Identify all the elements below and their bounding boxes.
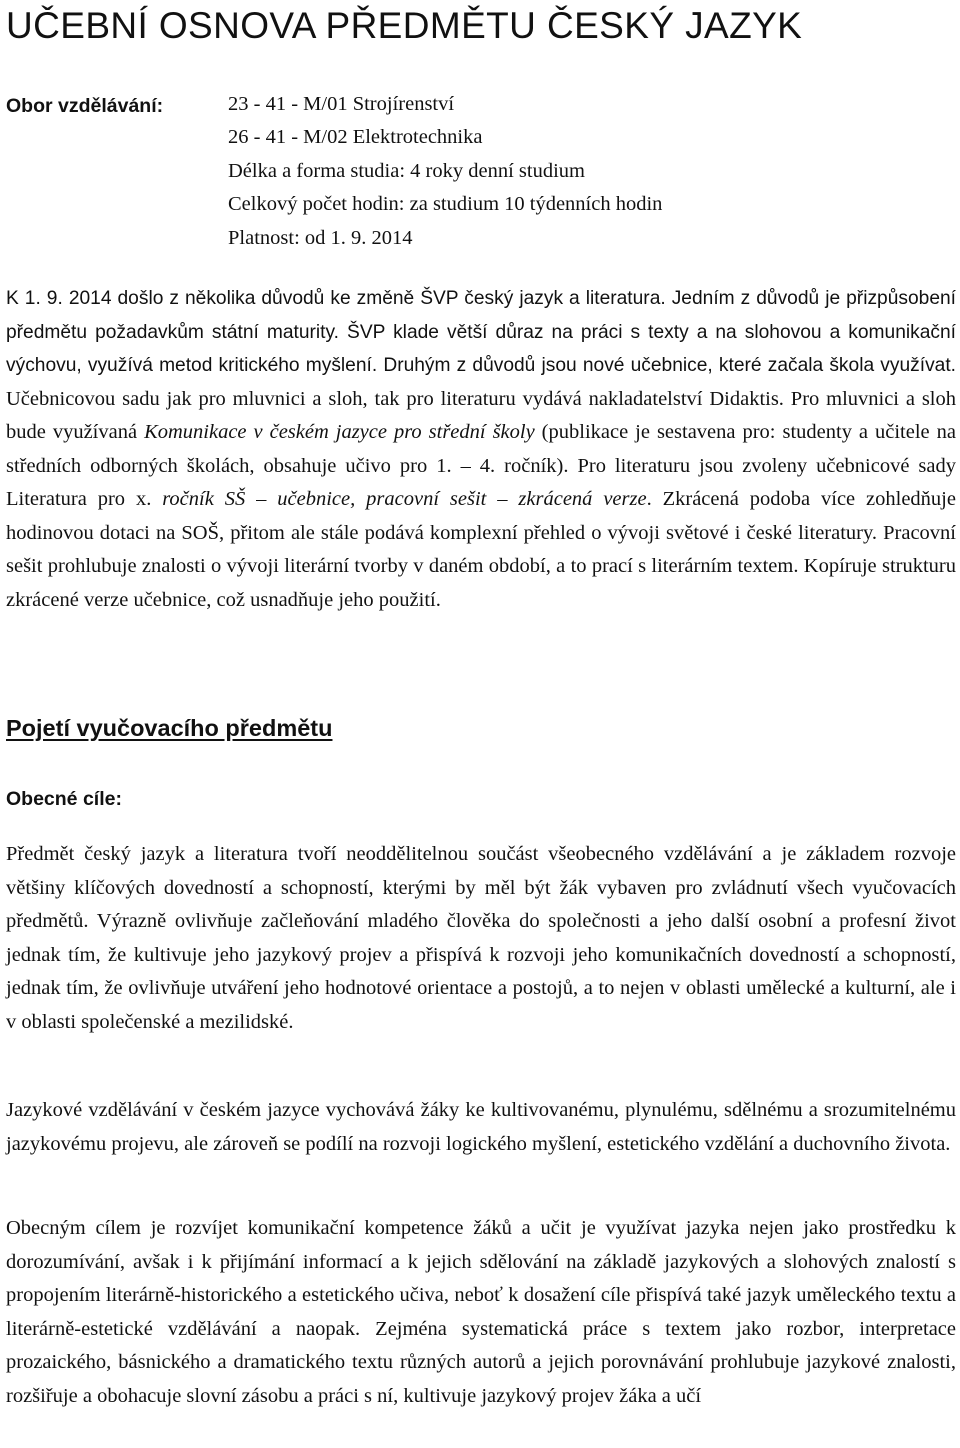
- intro-text: K 1. 9. 2014 došlo z několika důvodů ke změně ŠVP český jazyk a literatura. Jedním z důvodů je přizpůsobení předmětu požadavkům státní maturity. ŠVP klade větší důraz na práci s texty a na slohovou a komunikační výchovu, využívá metod kritického myšlení. Druhým z důvodů jsou nové učebnice, které začala škola využívat.: [6, 288, 956, 376]
- intro-paragraph: [6, 282, 956, 617]
- body-paragraph: Obecným cílem je rozvíjet komunikační kompetence žáků a učit je využívat jazyka nejen jako prostředku k dorozumívání, avšak i k přijímání informací a k jejich sdělování na základě jazykových a slohových znalostí s propojením literárně-historického a estetického učiva, neboť k dosažení cíle přispívá také jazyk uměleckého textu a literárně-estetické vzdělávání a naopak. Zejména systematická práce s textem jako rozbor, interpretace prozaického, básnického a dramatického textu různých autorů a jejich porovnávání prohlubuje jazykové znalosti, rozšiřuje a obohacuje slovní zásobu a práci s ní, kultivuje jazykový projev žáka a učí: [6, 1217, 956, 1407]
- body-paragraph: Předmět český jazyk a literatura tvoří neoddělitelnou součást všeobecného vzdělávání a je základem rozvoje většiny klíčových dovedností a schopností, kterými by měl být žák vybaven pro zvládnutí všech vyučovacích předmětů. Výrazně ovlivňuje začleňování mladého člověka do společnosti a jeho další osobní a profesní život jednak tím, že kultivuje jeho jazykový projev a přispívá k rozvoji jeho komunikačních dovedností a schopností, jednak tím, že ovlivňuje utváření jeho hodnotové orientace a postojů, a to nejen v oblasti umělecké a kulturní, ale i v oblasti společenské a mezilidské.: [6, 843, 956, 1033]
- intro-text: Učebnicovou sadu jak pro mluvnici a sloh, tak pro literaturu vydává nakladatelství Didaktis. Pro mluvnici a sloh bude využívaná: [6, 387, 956, 443]
- field-value-line: 26 - 41 - M/02 Elektrotechnika: [228, 126, 483, 148]
- section-heading: Pojetí vyučovacího předmětu: [6, 715, 333, 741]
- body-paragraph: Jazykové vzdělávání v českém jazyce vychovává žáky ke kultivovanému, plynulému, sdělnému a srozumitelnému jazykovému projevu, ale zároveň se podílí na rozvoji logického myšlení, estetického vzdělání a duchovního života.: [6, 1099, 956, 1155]
- textbook-title: Komunikace v českém jazyce pro střední školy: [144, 421, 535, 443]
- field-value-line: Celkový počet hodin: za studium 10 týdenních hodin: [228, 193, 663, 215]
- field-value-line: Platnost: od 1. 9. 2014: [228, 226, 413, 249]
- document-title: UČEBNÍ OSNOVA PŘEDMĚTU ČESKÝ JAZYK: [6, 5, 803, 46]
- intro-text: (publikace je sestavena pro: studenty a učitele na středních odborných školách, obsahuje učivo pro 1. – 4. ročník). Pro literaturu jsou zvoleny učebnicové sady Literatura pro x.: [6, 421, 956, 510]
- intro-text: . Zkrácená podoba více zohledňuje hodinovou dotaci na SOŠ, přitom ale stále podává komplexní přehled o vývoji světové i české literatury. Pracovní sešit prohlubuje znalosti o vývoji literární tvorby v daném období, a to prací s literárním textem. Kopíruje strukturu zkrácené verze učebnice, což usnadňuje jeho použití.: [6, 488, 956, 611]
- field-value-line: Délka a forma studia: 4 roky denní studium: [228, 159, 585, 182]
- field-value-line: 23 - 41 - M/01 Strojírenství: [228, 92, 455, 115]
- field-values: [228, 88, 662, 256]
- subheading: Obecné cíle:: [6, 788, 122, 810]
- textbook-title: ročník SŠ – učebnice, pracovní sešit – zkrácená verze: [162, 488, 647, 510]
- field-label: Obor vzdělávání:: [6, 95, 164, 117]
